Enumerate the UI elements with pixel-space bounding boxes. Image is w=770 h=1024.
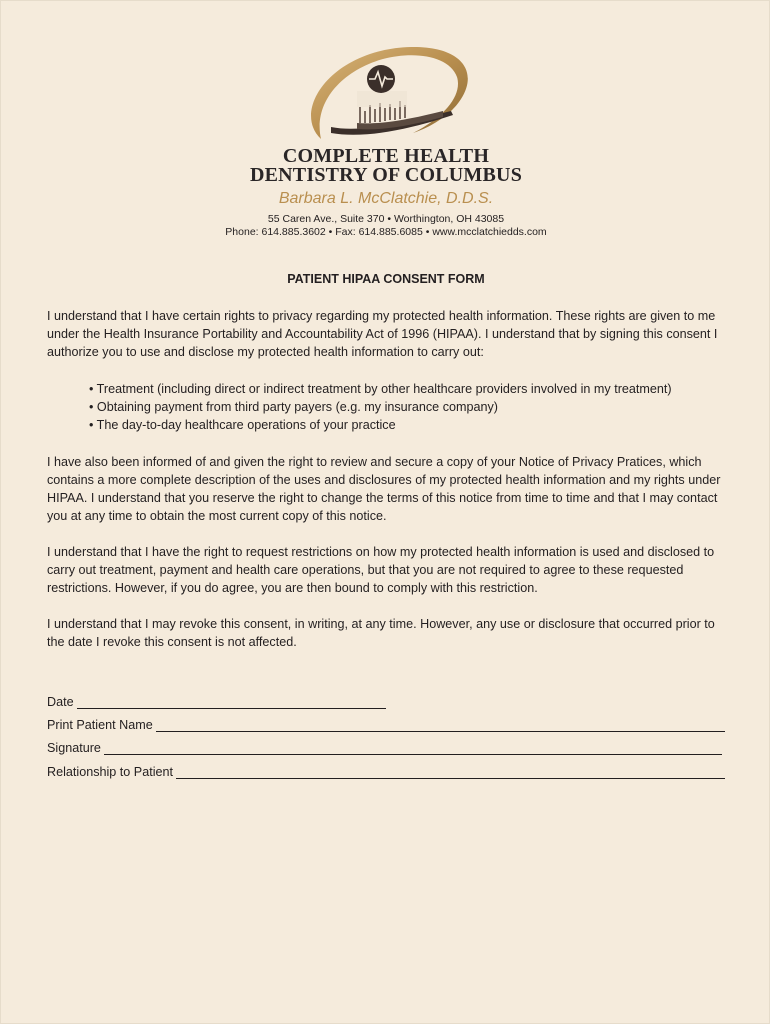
list-item: • Obtaining payment from third party payers (e.g. my insurance company) [89, 400, 498, 414]
patient-name-label: Print Patient Name [47, 718, 153, 732]
revoke-paragraph: I understand that I may revoke this consent, in writing, at any time. However, any use or disclosure that occurred prior to the date I revoke this consent is not affected. [47, 617, 715, 649]
patient-name-line[interactable] [156, 719, 725, 732]
form-title: PATIENT HIPAA CONSENT FORM [287, 272, 485, 286]
signature-label: Signature [47, 741, 101, 755]
relationship-label: Relationship to Patient [47, 765, 174, 779]
relationship-line[interactable] [176, 766, 725, 779]
date-label: Date [47, 695, 74, 709]
heartbeat-toothbrush-logo-icon [301, 41, 479, 159]
practice-name-line2: DENTISTRY OF COLUMBUS [249, 164, 523, 186]
list-item: • The day-to-day healthcare operations of your practice [89, 418, 396, 432]
intro-paragraph: I understand that I have certain rights to privacy regarding my protected health information. These rights are given to me under the Health Insurance Portability and Accountability Act of 1996 (HIPAA). I understand that by signing this consent I authorize you to use and disclose my protected health information to carry out: [47, 309, 718, 359]
signature-line[interactable] [104, 742, 722, 755]
patient-name-field [47, 716, 725, 732]
practice-address: 55 Caren Ave., Suite 370 • Worthington, OH 43085 [267, 213, 505, 225]
date-field [47, 693, 386, 709]
date-line[interactable] [77, 696, 386, 709]
privacy-notice-paragraph: I have also been informed of and given the right to review and secure a copy of your Notice of Privacy Pratices, which contains a more complete description of the uses and disclosures of my protected health information and my rights under HIPAA. I understand that you reserve the right to change the terms of this notice from time to time and that I may contact you at any time to obtain the most current copy of this notice. [47, 455, 721, 523]
signature-field [47, 739, 722, 755]
relationship-field [47, 763, 725, 779]
restrictions-paragraph: I understand that I have the right to request restrictions on how my protected health information is used and disclosed to carry out treatment, payment and health care operations, but that you are not required to agree to these requested restrictions. However, if you do agree, you are then bound to comply with this restriction. [47, 545, 715, 595]
bullet-list [89, 380, 729, 434]
practice-contact: Phone: 614.885.3602 • Fax: 614.885.6085 • www.mcclatchiedds.com [225, 226, 547, 238]
list-item: • Treatment (including direct or indirect treatment by other healthcare providers involved in my treatment) [89, 382, 672, 396]
doctor-name: Barbara L. McClatchie, D.D.S. [278, 190, 494, 207]
practice-name-line1: COMPLETE HEALTH [282, 145, 490, 167]
